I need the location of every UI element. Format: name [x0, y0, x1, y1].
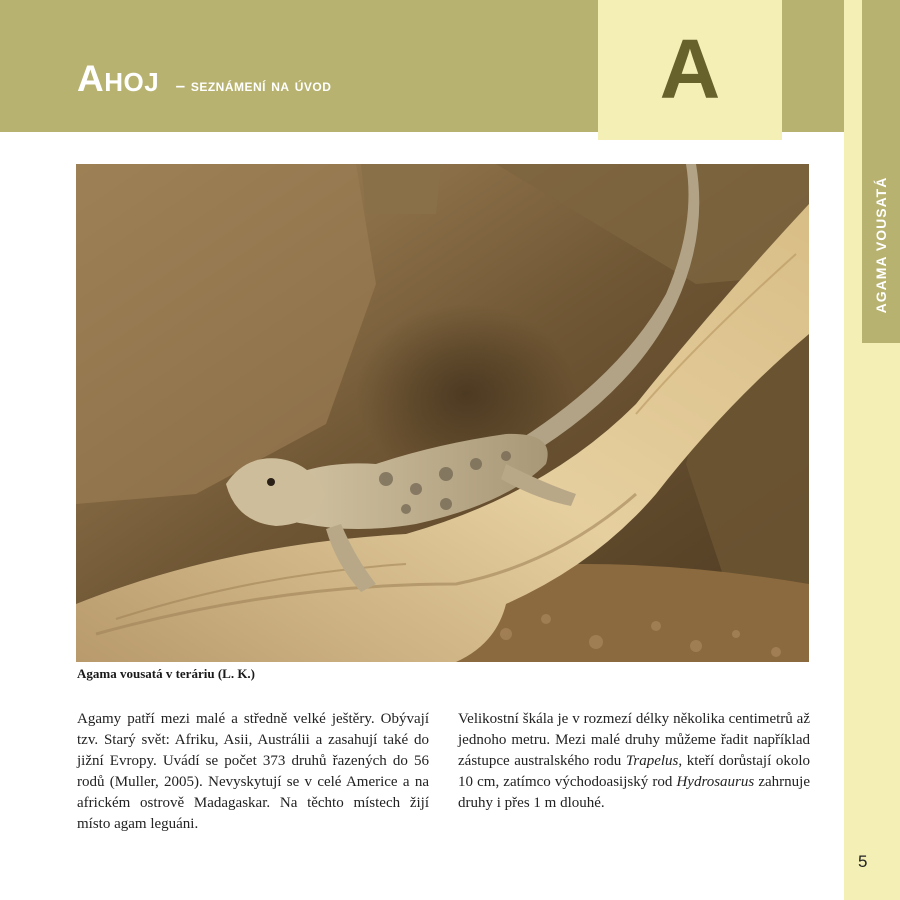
page-number: 5 [858, 852, 868, 871]
photo-caption: Agama vousatá v teráriu (L. K.) [77, 666, 256, 681]
title-subtitle: – seznámení na úvod [175, 76, 332, 95]
col2-run: Velikostní škála je v rozmezí délky několika centimetrů až jednoho metru. Mezi malé druhy můžeme řadit například zástupce australského rodu [458, 711, 810, 769]
col2-run: , kteří dorůstají okolo 10 cm, zatímco východoasijský rod [458, 753, 810, 790]
text-column-2 [458, 709, 810, 814]
col2-run: Trapelus [625, 753, 679, 769]
title-main: Ahoj [77, 58, 160, 99]
side-tab-label: AGAMA VOUSATÁ [873, 176, 889, 314]
col2-run: zahrnuje druhy i přes 1 m dlouhé. [458, 774, 811, 811]
col1-run: Agamy patří mezi malé a středně velké ještěry. Obývají tzv. Starý svět: Afriku, Asii, Austrálii a zasahují také do jižní Evropy. Uvádí se počet 373 druhů řazených do 56 rodů (Muller, 2005). Nevyskytují se v celé Americe a na africkém ostrově Madagaskar. Na těchto místech žijí místo agam leguáni. [77, 711, 429, 832]
lizard-photo [76, 164, 809, 662]
text-column-1 [77, 709, 429, 835]
photo-illustration [76, 164, 809, 662]
chapter-letter: A [659, 22, 721, 116]
col2-run: Hydrosaurus [676, 774, 755, 790]
page-title [77, 58, 331, 100]
chapter-letter-box [598, 0, 782, 140]
